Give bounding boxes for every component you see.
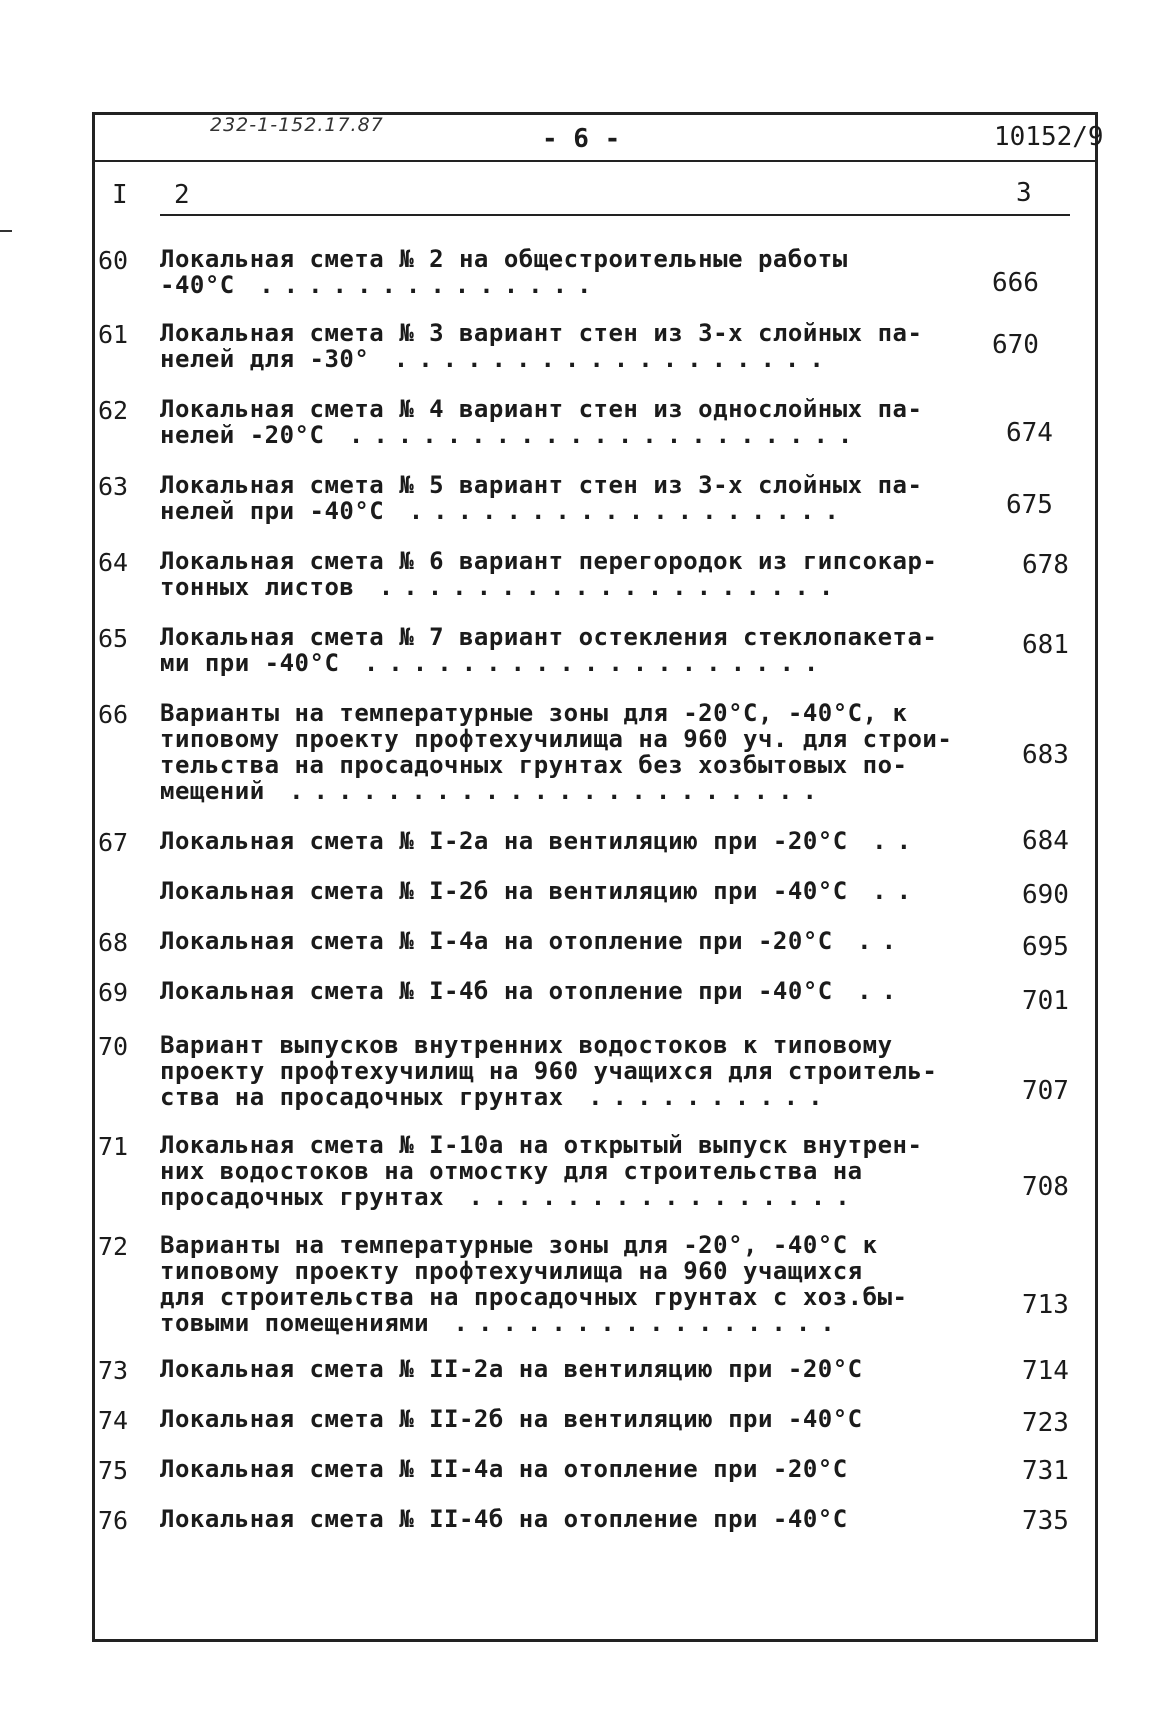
entry-title-line: нелей при -40°С .................. xyxy=(160,497,849,525)
entry-title-line: просадочных грунтах ................ xyxy=(160,1183,860,1211)
entry-title xyxy=(160,828,921,854)
leader-dots: .. xyxy=(832,977,907,1005)
entry-number: 75 xyxy=(98,1456,129,1485)
entry-title-line: тонных листов ................... xyxy=(160,573,844,601)
leader-dots: ...................... xyxy=(264,777,827,805)
entry-number: 74 xyxy=(98,1406,129,1435)
leader-dots: ................ xyxy=(444,1183,860,1211)
sheet-number: 10152/9 xyxy=(994,122,1104,152)
leader-dots: .......... xyxy=(563,1083,833,1111)
entry-number: 70 xyxy=(98,1032,129,1061)
entry-title xyxy=(160,1132,922,1210)
entry-number: 76 xyxy=(98,1506,129,1535)
entry-number: 71 xyxy=(98,1132,129,1161)
entry-title xyxy=(160,548,937,600)
page-number: - 6 - xyxy=(542,124,621,154)
column-header-divider xyxy=(160,214,1070,216)
entry-title-line: Локальная смета № II-2б на вентиляцию при -40°С xyxy=(160,1405,863,1433)
leader-dots: ..................... xyxy=(324,421,863,449)
entry-title-line: ми при -40°С ................... xyxy=(160,649,829,677)
margin-mark xyxy=(0,230,12,232)
entry-number: 69 xyxy=(98,978,129,1007)
entry-title-line: Локальная смета № 5 вариант стен из 3-х слойных па- xyxy=(160,471,923,499)
entry-title-line: Локальная смета № 7 вариант остекления стеклопакета- xyxy=(160,623,938,651)
entry-title-line: Локальная смета № 2 на общестроительные работы xyxy=(160,245,848,273)
entry-title-line: Локальная смета № II-2а на вентиляцию при -20°С xyxy=(160,1355,863,1383)
entry-title xyxy=(160,878,921,904)
entry-page: 683 xyxy=(1022,740,1069,770)
entry-title-line: Локальная смета № 6 вариант перегородок из гипсокар- xyxy=(160,547,938,575)
leader-dots: .................. xyxy=(384,497,849,525)
entry-title xyxy=(160,1232,907,1336)
entry-title-line: товыми помещениями ................ xyxy=(160,1309,845,1337)
entry-title-line: Локальная смета № 4 вариант стен из однослойных па- xyxy=(160,395,923,423)
entry-page: 713 xyxy=(1022,1290,1069,1320)
entry-title-line: типовому проекту профтехучилища на 960 учащихся xyxy=(160,1257,863,1285)
entry-page: 684 xyxy=(1022,826,1069,856)
entry-title-line: Варианты на температурные зоны для -20°С, -40°С, к xyxy=(160,699,908,727)
entry-number: 73 xyxy=(98,1356,129,1385)
entry-page: 701 xyxy=(1022,986,1069,1016)
entry-title-line: проекту профтехучилищ на 960 учащихся для строитель- xyxy=(160,1057,938,1085)
entry-title-line: них водостоков на отмостку для строительства на xyxy=(160,1157,863,1185)
entry-number: 64 xyxy=(98,548,129,577)
entry-page: 681 xyxy=(1022,630,1069,660)
entry-title xyxy=(160,1506,848,1532)
entry-title xyxy=(160,472,922,524)
entry-number: 62 xyxy=(98,396,129,425)
entry-title xyxy=(160,1032,937,1110)
entry-title-line: -40°С .............. xyxy=(160,271,602,299)
entry-number: 60 xyxy=(98,246,129,275)
entry-page: 714 xyxy=(1022,1356,1069,1386)
entry-title-line: нелей -20°С ..................... xyxy=(160,421,863,449)
leader-dots: .. xyxy=(847,827,922,855)
entry-title xyxy=(160,320,922,372)
column-header-1: I xyxy=(112,180,128,210)
entry-title-line: Локальная смета № I-2б на вентиляцию при -40°С .. xyxy=(160,877,922,905)
entry-title xyxy=(160,1406,863,1432)
entry-number: 61 xyxy=(98,320,129,349)
entry-page: 674 xyxy=(1006,418,1053,448)
leader-dots: .. xyxy=(847,877,922,905)
entry-title-line: ства на просадочных грунтах .......... xyxy=(160,1083,833,1111)
entry-title-line: для строительства на просадочных грунтах с хоз.бы- xyxy=(160,1283,908,1311)
entry-number: 72 xyxy=(98,1232,129,1261)
entry-page: 690 xyxy=(1022,880,1069,910)
entry-title xyxy=(160,246,848,298)
entry-title-line: Локальная смета № I-4а на отопление при -20°С .. xyxy=(160,927,907,955)
entry-title-line: Локальная смета № I-10а на открытый выпуск внутрен- xyxy=(160,1131,923,1159)
leader-dots: .............. xyxy=(234,271,602,299)
entry-page: 666 xyxy=(992,268,1039,298)
entry-page: 675 xyxy=(1006,490,1053,520)
entry-title-line: тельства на просадочных грунтах без хозбытовых по- xyxy=(160,751,908,779)
entry-title-line: типовому проекту профтехучилища на 960 уч. для строи- xyxy=(160,725,953,753)
entry-title-line: нелей для -30° .................. xyxy=(160,345,834,373)
entry-title-line: Локальная смета № I-2а на вентиляцию при -20°С .. xyxy=(160,827,922,855)
leader-dots: ................... xyxy=(339,649,829,677)
entry-title xyxy=(160,928,906,954)
entry-title xyxy=(160,1356,863,1382)
leader-dots: .. xyxy=(832,927,907,955)
leader-dots: .................. xyxy=(369,345,834,373)
entry-number: 63 xyxy=(98,472,129,501)
entry-page: 708 xyxy=(1022,1172,1069,1202)
entry-title-line: мещений ...................... xyxy=(160,777,827,805)
entry-title xyxy=(160,1456,848,1482)
entry-title-line: Вариант выпусков внутренних водостоков к типовому xyxy=(160,1031,893,1059)
header-divider xyxy=(92,160,1098,162)
entry-number: 65 xyxy=(98,624,129,653)
entry-title-line: Варианты на температурные зоны для -20°, -40°С к xyxy=(160,1231,878,1259)
entry-page: 695 xyxy=(1022,932,1069,962)
entry-page: 723 xyxy=(1022,1408,1069,1438)
entry-title-line: Локальная смета № II-4а на отопление при -20°С xyxy=(160,1455,848,1483)
column-header-2: 2 xyxy=(174,180,190,210)
entry-page: 707 xyxy=(1022,1076,1069,1106)
leader-dots: ................ xyxy=(429,1309,845,1337)
leader-dots: ................... xyxy=(354,573,844,601)
entry-title-line: Локальная смета № 3 вариант стен из 3-х слойных па- xyxy=(160,319,923,347)
entry-page: 731 xyxy=(1022,1456,1069,1486)
entry-title-line: Локальная смета № II-4б на отопление при -40°С xyxy=(160,1505,848,1533)
entry-title xyxy=(160,978,906,1004)
entry-page: 670 xyxy=(992,330,1039,360)
entry-page: 735 xyxy=(1022,1506,1069,1536)
entry-title-line: Локальная смета № I-4б на отопление при -40°С .. xyxy=(160,977,907,1005)
entry-title xyxy=(160,396,922,448)
column-header-3: 3 xyxy=(1016,178,1032,208)
entry-number: 67 xyxy=(98,828,129,857)
entry-number: 68 xyxy=(98,928,129,957)
document-code: 232-1-152.17.87 xyxy=(210,114,384,136)
entry-page: 678 xyxy=(1022,550,1069,580)
entry-title xyxy=(160,700,952,804)
entry-number: 66 xyxy=(98,700,129,729)
entry-title xyxy=(160,624,937,676)
